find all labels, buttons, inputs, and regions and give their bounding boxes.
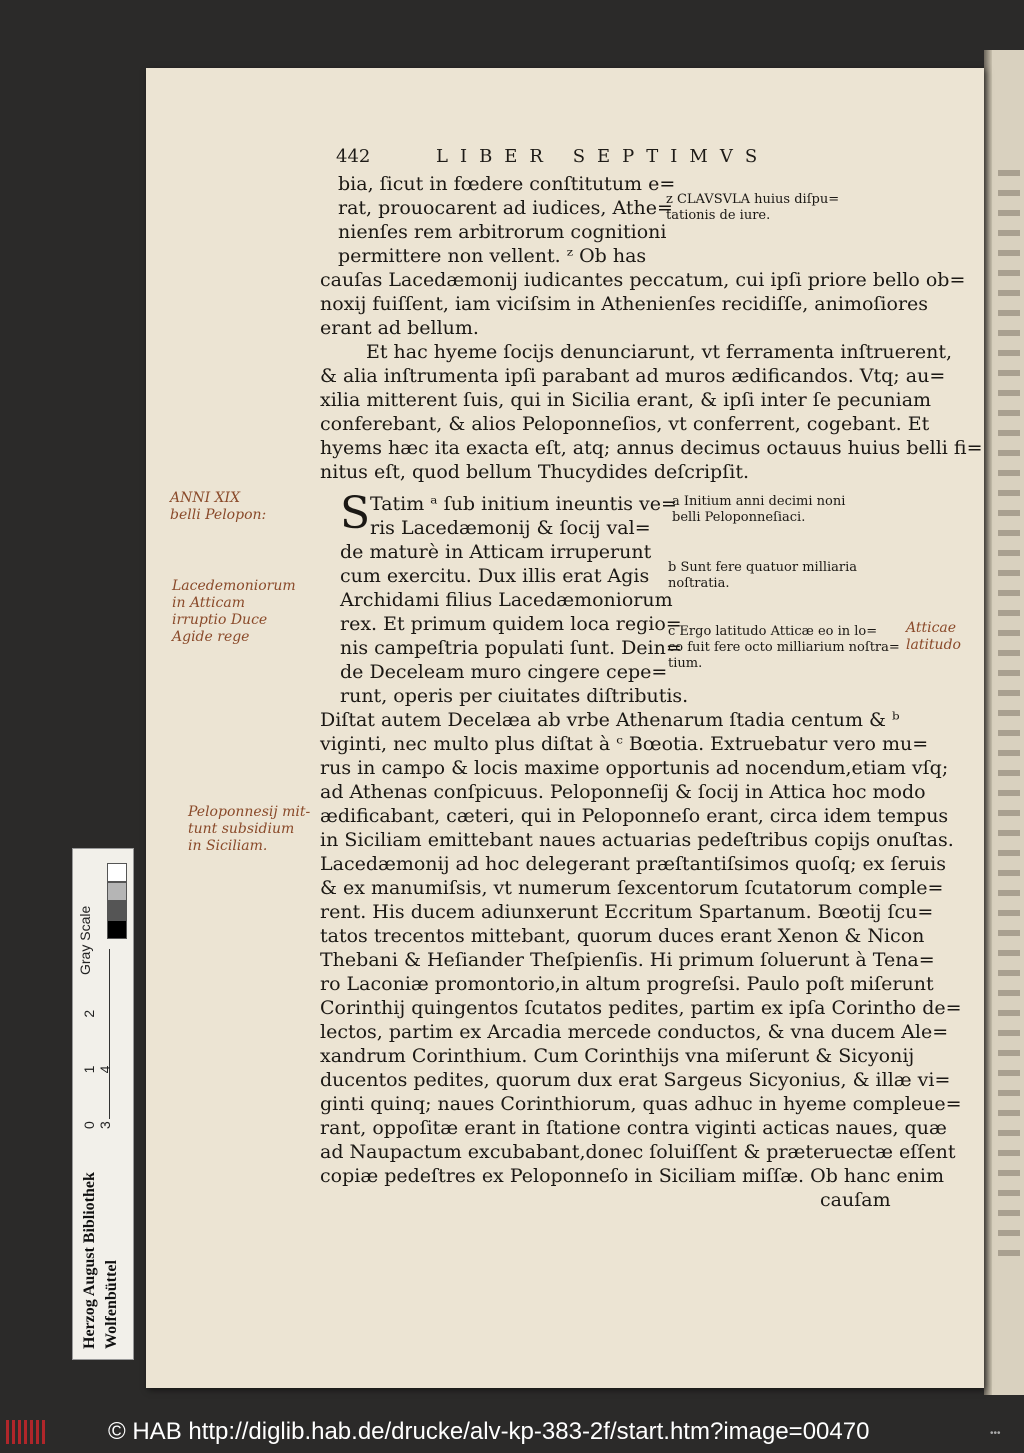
handwritten-line: irruptio Duce (172, 612, 268, 628)
swatch-dark (107, 901, 127, 920)
text-line: tatos trecentos mittebant, quorum duces erant Xenon & Nicon (320, 925, 925, 947)
margin-note-line: co fuit fere octo milliarium noſtra= (668, 640, 900, 655)
swatch-black (107, 920, 127, 939)
text-line: ad Naupactum excubabant,donec ſoluiſſent & præteruectæ eſſent (320, 1141, 956, 1163)
text-line: rant, oppoſitæ erant in ſtatione contra viginti acticas naues, quæ (320, 1117, 947, 1139)
text-line: de Deceleam muro cingere cepe= (340, 661, 668, 683)
text-line: cauſas Lacedæmonij iudicantes peccatum, cui ipſi priore bello ob= (320, 269, 966, 291)
gray-scale-card (72, 848, 134, 1360)
text-line: hyems hæc ita exacta eſt, atq; annus decimus octauus huius belli fi= (320, 437, 983, 459)
handwritten-line: in Atticam (172, 595, 246, 611)
page-fold (984, 50, 992, 1395)
text-line: ris Lacedæmonij & ſocij val= (370, 517, 651, 539)
text-line: viginti, nec multo plus diſtat à ᶜ Bœotia. Extruebatur vero mu= (320, 733, 929, 755)
running-title: LIBER SEPTIMVS (436, 146, 770, 167)
margin-note-c (668, 624, 900, 672)
institution-line: Wolfenbüttel (103, 1260, 120, 1349)
text-line: nitus eſt, quod bellum Thucydides deſcripſit. (320, 461, 750, 483)
handwritten-note (188, 804, 310, 855)
margin-note-line: belli Peloponneſiaci. (672, 510, 806, 525)
text-line: in Siciliam emittebant naues actuarias pedeſtribus copijs onuſtas. (320, 829, 954, 851)
text-line: xilia mitterent ſuis, qui in Sicilia erant, & ipſi inter ſe pecuniam (320, 389, 932, 411)
margin-note-line: tationis de iure. (666, 208, 771, 223)
text-line: permittere non vellent. ᶻ Ob has (338, 245, 647, 267)
text-line: erant ad bellum. (320, 317, 479, 339)
adjacent-page (984, 50, 1024, 1395)
margin-note-line: b Sunt fere quatuor milliaria (668, 560, 858, 575)
gray-scale-label: Gray Scale (77, 905, 93, 975)
institution-name (79, 1139, 127, 1349)
text-line: Tatim ᵃ ſub initium ineuntis ve= (370, 493, 677, 515)
text-line: ro Laconiæ promontorio,in altum progreſsi. Paulo poſt miſerunt (320, 973, 934, 995)
text-line: bia, ſicut in fœdere conſtitutum e= (338, 173, 676, 195)
text-line: Archidami filius Lacedæmoniorum (340, 589, 673, 611)
margin-note-line: a Initium anni decimi noni (672, 494, 846, 509)
handwritten-line: in Siciliam. (188, 838, 268, 854)
margin-note-a (672, 494, 845, 526)
handwritten-note (906, 620, 961, 654)
more-dots: ••• (990, 1428, 1001, 1439)
text-line: Corinthij quingentos ſcutatos pedites, partim ex ipſa Corintho de= (320, 997, 962, 1019)
text-line: rex. Et primum quidem loca regio= (340, 613, 682, 635)
footer-bar (0, 1412, 1024, 1453)
text-line: rus in campo & locis maxime opportunis ad nocendum,etiam vſq; (320, 757, 949, 779)
handwritten-line: belli Pelopon: (170, 507, 267, 523)
swatch-white (107, 863, 127, 882)
margin-note-line: tium. (668, 656, 703, 671)
text-line: ginti quinq; naues Corinthiorum, quas adhuc in hyeme compleue= (320, 1093, 962, 1115)
hab-logo-icon (6, 1420, 46, 1444)
handwritten-line: tunt subsidium (188, 821, 295, 837)
text-line: noxij fuiſſent, iam viciſsim in Athenienſes recidiſſe, animoſiores (320, 293, 929, 315)
text-line: ad Athenas conſpicuus. Peloponneſij & ſocij in Attica hoc modo (320, 781, 926, 803)
catchword: cauſam (820, 1189, 891, 1211)
text-line: de maturè in Atticam irruperunt (340, 541, 652, 563)
margin-note-b (668, 560, 857, 592)
margin-note-line: noſtratia. (668, 576, 730, 591)
margin-note-line: c Ergo latitudo Atticæ eo in lo= (668, 624, 878, 639)
text-line: nis campeſtria populati ſunt. Dein= (340, 637, 682, 659)
copyright-url[interactable]: © HAB http://diglib.hab.de/drucke/alv-kp-383-2f/start.htm?image=00470 (108, 1418, 870, 1445)
text-line: runt, operis per ciuitates diſtributis. (340, 685, 689, 707)
page-number: 442 (336, 146, 371, 167)
text-line: lectos, partim ex Arcadia mercede conductos, & vna ducem Ale= (320, 1021, 949, 1043)
text-line: Diſtat autem Decelæa ab vrbe Athenarum ſtadia centum & ᵇ (320, 709, 900, 731)
text-line: ducentos pedites, quorum dux erat Sargeus Sicyonius, & illæ vi= (320, 1069, 951, 1091)
swatch-light (107, 882, 127, 901)
handwritten-note (172, 578, 296, 646)
handwritten-line: Peloponnesij mit- (188, 804, 311, 820)
handwritten-note (170, 490, 266, 524)
text-line: rat, prouocarent ad iudices, Athe= (338, 197, 673, 219)
handwritten-line: Agide rege (172, 629, 250, 645)
text-line: ædificabant, cæteri, qui in Peloponneſo erant, circa idem tempus (320, 805, 949, 827)
institution-line: Herzog August Bibliothek (81, 1172, 98, 1349)
drop-cap: S (340, 488, 371, 539)
text-line: Thebani & Heſiander Theſpienſis. Hi primum ſoluerunt à Tena= (320, 949, 935, 971)
handwritten-line: Atticae (906, 620, 957, 636)
text-line: copiæ pedeſtres ex Peloponneſo in Siciliam miſſæ. Ob hanc enim (320, 1165, 944, 1187)
margin-note-z (666, 192, 839, 224)
text-line: Et hac hyeme ſocijs denunciarunt, vt ferramenta inſtruerent, (366, 341, 953, 363)
margin-note-line: z CLAVSVLA huius diſpu= (666, 192, 840, 207)
text-line: & ex manumiſsis, vt numerum ſexcentorum ſcutatorum comple= (320, 877, 944, 899)
text-line: xandrum Corinthium. Cum Corinthijs vna miſerunt & Sicyonij (320, 1045, 915, 1067)
text-line: cum exercitu. Dux illis erat Agis (340, 565, 650, 587)
text-line: rent. His ducem adiunxerunt Eccritum Spartanum. Bœotij ſcu= (320, 901, 934, 923)
text-line: nienſes rem arbitrorum cognitioni (338, 221, 667, 243)
handwritten-line: ANNI XIX (170, 490, 241, 506)
handwritten-line: Lacedemoniorum (172, 578, 296, 594)
text-line: & alia inſtrumenta ipſi parabant ad muros ædificandos. Vtq; au= (320, 365, 946, 387)
ruler-numbers: 0 1 2 3 4 (81, 987, 113, 1129)
gray-swatches (107, 863, 127, 941)
handwritten-line: latitudo (906, 637, 961, 653)
text-line: Lacedæmonij ad hoc delegerant præſtantiſsimos quoſq; ex ſeruis (320, 853, 946, 875)
text-line: conferebant, & alios Peloponneſios, vt conferrent, cogebant. Et (320, 413, 930, 435)
adjacent-page-text (998, 170, 1020, 1270)
